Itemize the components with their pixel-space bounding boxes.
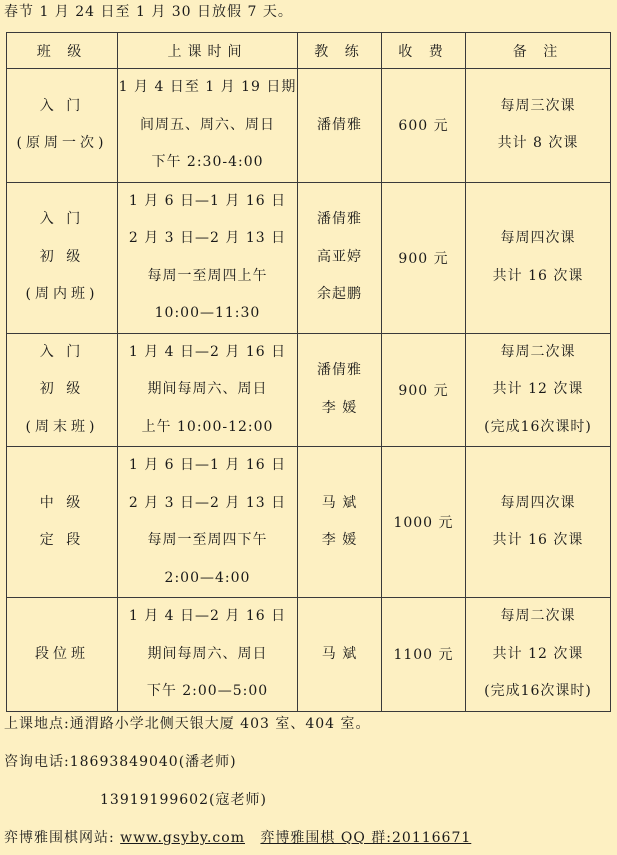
- note-line: 共计 16 次课: [492, 532, 584, 548]
- time-line: 1 月 4 日—2 月 16 日: [128, 608, 287, 624]
- note-line: (完成16次课时): [484, 418, 592, 435]
- website-line: [4, 827, 471, 847]
- class-cell: [7, 69, 118, 183]
- note-line: 共计 16 次课: [492, 267, 584, 284]
- coach-name: 李 媛: [321, 532, 358, 548]
- coach-name: 马 斌: [321, 494, 358, 511]
- time-line: 上午 10:00-12:00: [141, 418, 274, 435]
- time-line: 期间每周六、周日: [147, 645, 268, 662]
- website-link[interactable]: www.gsyby.com: [120, 830, 245, 846]
- header-note: 备 注: [466, 33, 611, 69]
- time-cell: [118, 447, 298, 598]
- note-line: 每周二次课: [500, 343, 576, 360]
- time-line: 每周一至周四下午: [147, 532, 268, 548]
- time-line: 期间每周六、周日: [147, 381, 268, 397]
- class-line: 段位班: [35, 645, 89, 662]
- header-fee: 收 费: [382, 33, 466, 69]
- table-row: [7, 598, 611, 712]
- note-line: 每周四次课: [500, 230, 576, 246]
- qq-group-number: 20116671: [392, 830, 472, 846]
- class-line: 入 门: [39, 211, 85, 228]
- time-cell: [118, 182, 298, 333]
- coach-name: 潘倩雅: [317, 211, 362, 228]
- class-cell: [7, 333, 118, 447]
- qq-group-label: 弈博雅围棋 QQ 群:: [260, 830, 393, 846]
- coach-cell: [298, 333, 382, 447]
- coach-name: 李 媛: [321, 399, 358, 416]
- phone-number-1: 18693849040(潘老师): [69, 754, 237, 770]
- table-row: [7, 182, 611, 333]
- class-line: 中 级: [39, 494, 85, 511]
- time-cell: [118, 69, 298, 183]
- note-cell: [466, 69, 611, 183]
- class-line: 定 段: [39, 532, 85, 548]
- note-cell: [466, 182, 611, 333]
- time-cell: [118, 598, 298, 712]
- coach-name: 潘倩雅: [317, 362, 362, 379]
- note-line: 共计 8 次课: [497, 135, 579, 152]
- class-line: (原周一次): [16, 135, 108, 152]
- note-line: (完成16次课时): [484, 683, 592, 699]
- table-row: [7, 333, 611, 447]
- coach-name: 高亚婷: [317, 248, 362, 265]
- class-cell: [7, 182, 118, 333]
- class-line: 初 级: [39, 381, 85, 397]
- class-schedule-table: [6, 32, 611, 712]
- time-line: 1 月 4 日—2 月 16 日: [128, 343, 287, 360]
- note-line: 每周三次课: [500, 97, 576, 114]
- coach-cell: [298, 598, 382, 712]
- website-label: 弈博雅围棋网站:: [4, 830, 115, 846]
- note-line: 每周四次课: [500, 494, 576, 511]
- class-cell: [7, 447, 118, 598]
- note-line: 每周二次课: [500, 608, 576, 624]
- header-time: 上课时间: [118, 33, 298, 69]
- time-line: 下午 2:00—5:00: [146, 683, 269, 699]
- coach-name: 马 斌: [321, 645, 358, 662]
- coach-cell: [298, 69, 382, 183]
- class-line: (周内班): [25, 286, 99, 303]
- coach-cell: [298, 447, 382, 598]
- class-cell: [7, 598, 118, 712]
- phone-line-1: [4, 751, 237, 771]
- coach-name: 潘倩雅: [317, 116, 362, 133]
- time-line: 10:00—11:30: [154, 305, 261, 321]
- class-line: 初 级: [39, 248, 85, 265]
- time-line: 1 月 6 日—1 月 16 日: [128, 457, 287, 473]
- fee-cell: 1100 元: [382, 598, 466, 712]
- fee-cell: 900 元: [382, 182, 466, 333]
- time-line: 2 月 3 日—2 月 13 日: [128, 494, 287, 511]
- note-line: 共计 12 次课: [492, 381, 584, 397]
- time-cell: [118, 333, 298, 447]
- table-header-row: [7, 33, 611, 69]
- time-line: 间周五、周六、周日: [140, 116, 275, 133]
- location-line: 上课地点:通渭路小学北侧天银大厦 403 室、404 室。: [4, 716, 371, 732]
- phone-line-2: [100, 789, 267, 809]
- header-class: 班 级: [7, 33, 118, 69]
- time-line: 2 月 3 日—2 月 13 日: [128, 230, 287, 246]
- note-line: 共计 12 次课: [492, 645, 584, 662]
- note-cell: [466, 598, 611, 712]
- class-line: 入 门: [39, 97, 85, 114]
- time-line: 2:00—4:00: [164, 569, 251, 586]
- coach-name: 余起鹏: [317, 286, 362, 303]
- table-row: [7, 69, 611, 183]
- note-cell: [466, 333, 611, 447]
- holiday-notice: 春节 1 月 24 日至 1 月 30 日放假 7 天。: [4, 4, 293, 20]
- time-line: 下午 2:30-4:00: [151, 154, 264, 170]
- class-line: 入 门: [39, 343, 85, 360]
- phone-label: 咨询电话:: [4, 754, 70, 770]
- time-line: 1 月 6 日—1 月 16 日: [128, 192, 287, 209]
- note-cell: [466, 447, 611, 598]
- fee-cell: 1000 元: [382, 447, 466, 598]
- class-line: (周末班): [25, 418, 99, 435]
- fee-cell: 900 元: [382, 333, 466, 447]
- time-line: 1 月 4 日至 1 月 19 日期: [118, 79, 297, 95]
- coach-cell: [298, 182, 382, 333]
- fee-cell: 600 元: [382, 69, 466, 183]
- header-coach: 教 练: [298, 33, 382, 69]
- phone-number-2: 13919199602(寇老师): [100, 792, 267, 808]
- table-row: [7, 447, 611, 598]
- time-line: 每周一至周四上午: [147, 267, 268, 284]
